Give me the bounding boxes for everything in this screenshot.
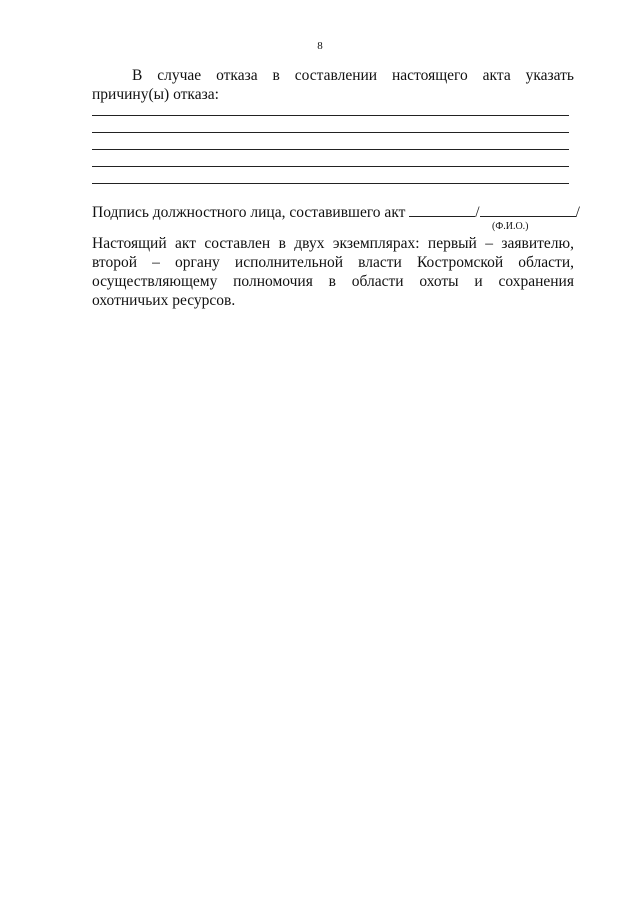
signature-separator-end: / <box>575 204 580 221</box>
signature-row <box>92 202 580 222</box>
reason-blank-line <box>92 183 569 184</box>
reason-blank-line <box>92 115 569 116</box>
signature-blank <box>409 202 475 217</box>
signature-label: Подпись должностного лица, составившего акт <box>92 204 406 221</box>
copies-paragraph: Настоящий акт составлен в двух экземплярах: первый – заявителю, второй – органу исполнительной власти Костромской области, осуществляющему полномочия в области охоты и сохранения охотничьих ресурсов. <box>92 235 574 309</box>
fio-blank <box>480 202 576 217</box>
fio-caption: (Ф.И.О.) <box>492 221 529 232</box>
reason-blank-line <box>92 132 569 133</box>
signature-separator: / <box>475 204 480 221</box>
reason-blank-line <box>92 149 569 150</box>
refusal-reason-paragraph: В случае отказа в составлении настоящего акта указать причину(ы) отказа: <box>92 67 574 103</box>
reason-blank-line <box>92 166 569 167</box>
page-number: 8 <box>317 40 323 52</box>
